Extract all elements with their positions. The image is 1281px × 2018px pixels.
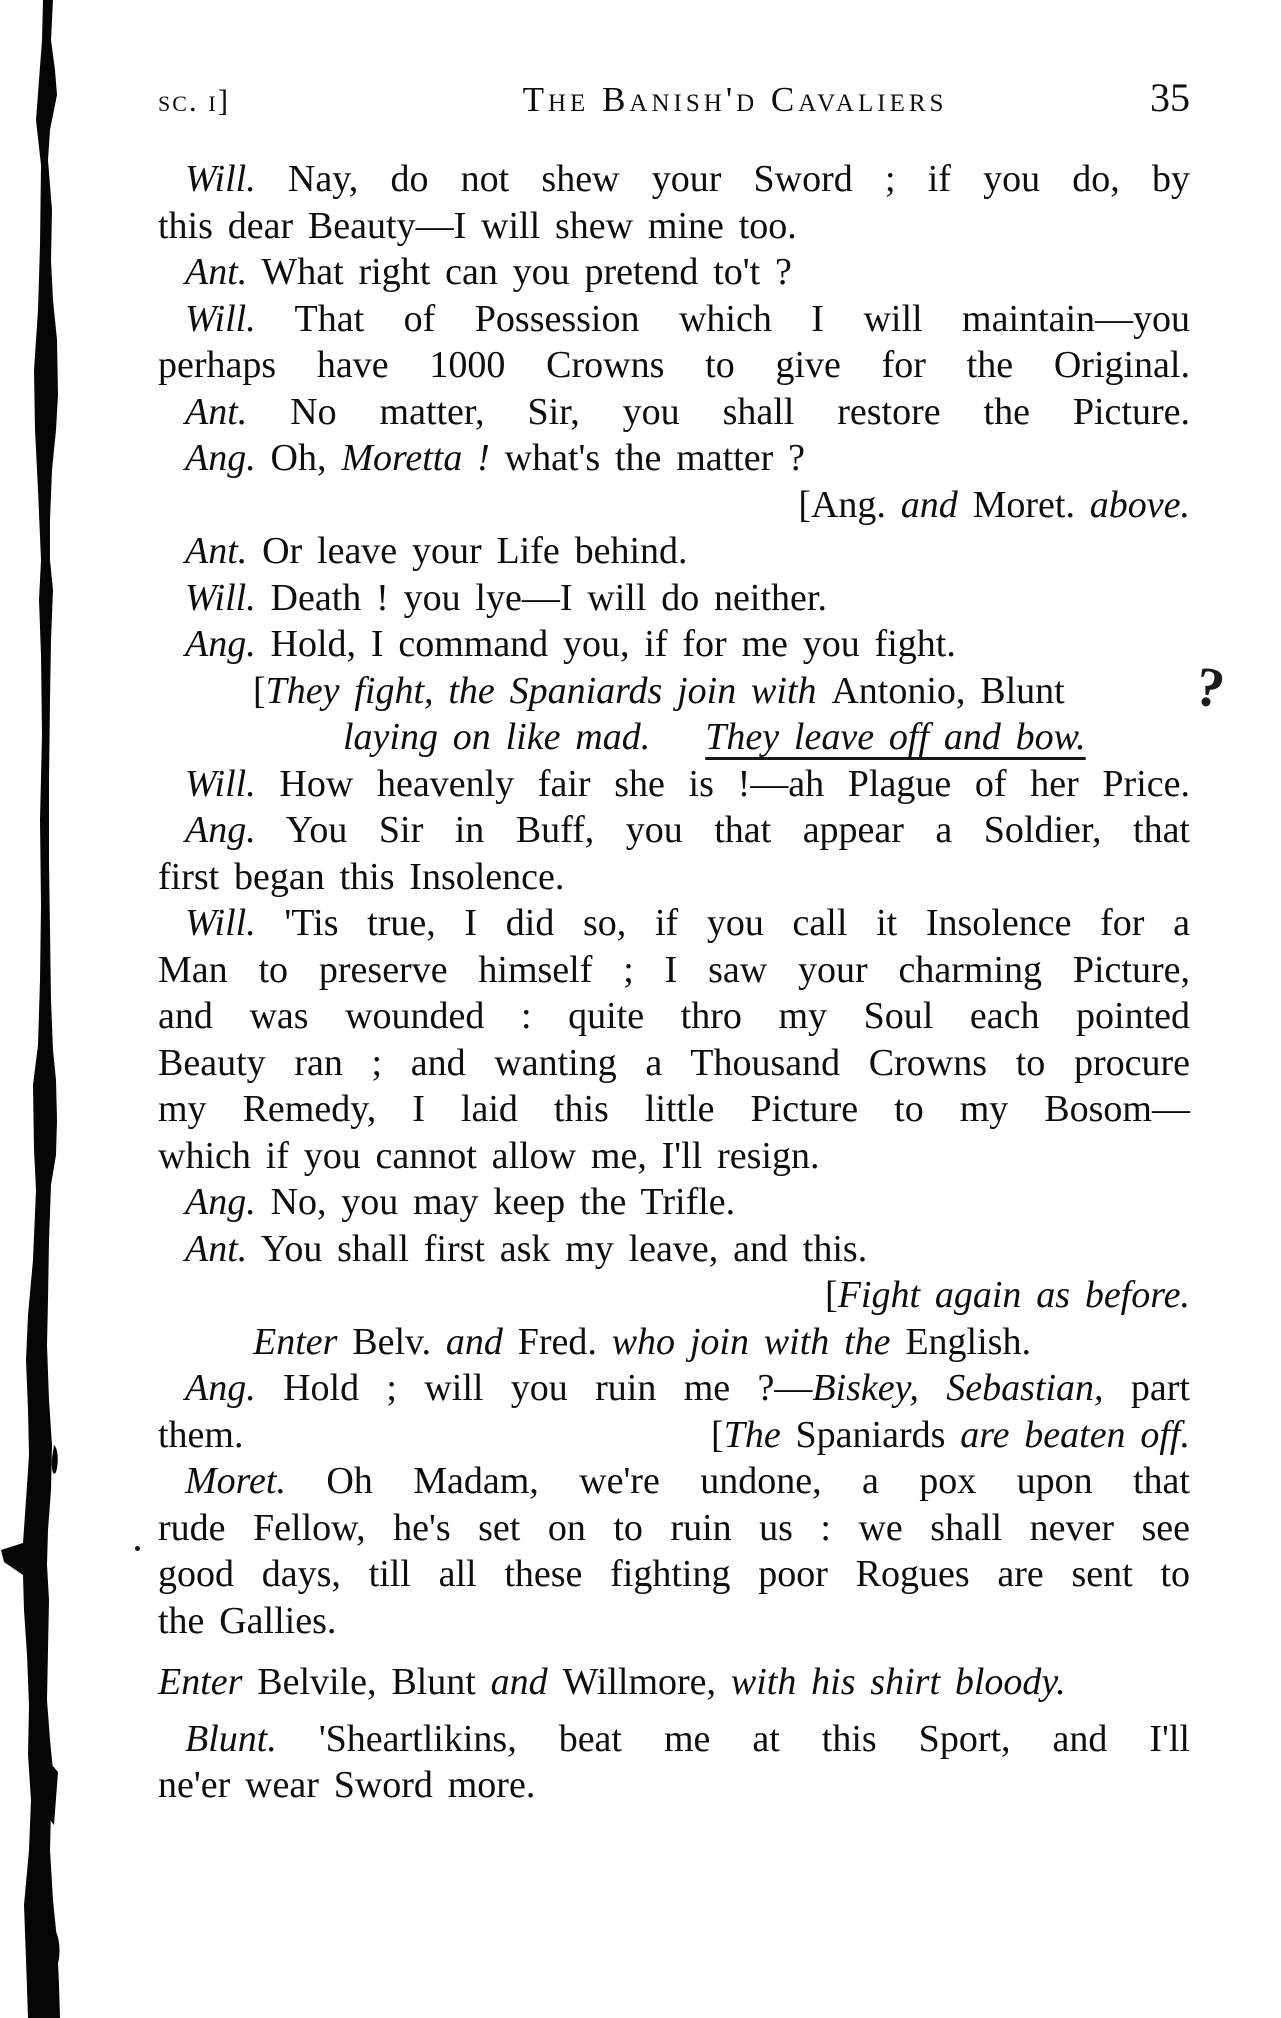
text-line bbox=[158, 575, 1190, 622]
running-header bbox=[158, 74, 1190, 121]
page-number: 35 bbox=[1150, 75, 1190, 120]
text-line bbox=[158, 435, 1190, 482]
text-segment: and bbox=[900, 483, 973, 526]
text-line bbox=[158, 389, 1190, 436]
text-segment: Fred. bbox=[517, 1320, 612, 1363]
text-segment: and bbox=[445, 1320, 518, 1363]
text-line bbox=[158, 156, 1190, 203]
text-line bbox=[158, 761, 1190, 808]
text-segment: Moretta ! bbox=[341, 437, 490, 479]
stage-direction bbox=[711, 1412, 1190, 1459]
text-segment: Ant. bbox=[185, 390, 248, 433]
text-line bbox=[158, 342, 1190, 389]
text-segment: Blunt. bbox=[185, 1717, 277, 1760]
text-segment: Ant. bbox=[185, 1227, 248, 1270]
text-segment: [ bbox=[825, 1274, 838, 1316]
text-block bbox=[158, 156, 1190, 1809]
text-segment: good days, till all these fighting poor Rogues are sent to bbox=[158, 1553, 1190, 1595]
text-segment: Enter bbox=[253, 1320, 353, 1363]
text-segment: Ang. bbox=[185, 809, 256, 851]
underlined-phrase: They leave off and bow. bbox=[705, 716, 1086, 758]
text-line bbox=[158, 296, 1190, 343]
text-segment: Hold ; will you ruin me ?— bbox=[255, 1367, 813, 1409]
text-segment: Ang. bbox=[185, 1181, 256, 1223]
text-segment: Ang. bbox=[185, 437, 256, 479]
text-segment: Ant. bbox=[185, 251, 248, 293]
text-segment: Will. bbox=[185, 576, 256, 619]
text-segment: The bbox=[723, 1413, 796, 1456]
text-segment: [Ang. bbox=[798, 483, 901, 526]
text-line bbox=[158, 1179, 1190, 1226]
text-segment: with his shirt bloody. bbox=[730, 1661, 1066, 1703]
text-segment: Oh Madam, we're undone, a pox upon that bbox=[285, 1460, 1190, 1502]
text-line bbox=[158, 1762, 1190, 1809]
text-line bbox=[158, 1133, 1190, 1180]
text-segment: How heavenly fair she is !—ah Plague of her Price. bbox=[255, 762, 1190, 805]
text-segment: Ang. bbox=[185, 623, 256, 665]
text-segment: Moret. bbox=[972, 483, 1090, 526]
text-line bbox=[158, 528, 1190, 575]
text-segment: perhaps have 1000 Crowns to give for the Original. bbox=[158, 344, 1190, 386]
text-line bbox=[158, 1716, 1190, 1763]
text-segment: first began this Insolence. bbox=[158, 855, 565, 898]
text-line bbox=[158, 621, 1190, 668]
text-segment: Hold, I command you, if for me you fight. bbox=[255, 623, 956, 665]
text-segment: [ bbox=[711, 1413, 724, 1456]
text-segment: Ant. bbox=[185, 530, 248, 572]
margin-question-annotation: ? bbox=[1191, 655, 1229, 721]
text-line bbox=[158, 1412, 1190, 1459]
text-line bbox=[158, 1365, 1190, 1412]
text-segment: No matter, Sir, you shall restore the Picture. bbox=[247, 390, 1190, 433]
text-segment: Belvile, Blunt bbox=[257, 1661, 491, 1703]
text-segment: What right can you pretend to't ? bbox=[247, 251, 792, 293]
text-segment: laying on like mad. bbox=[343, 716, 651, 758]
text-segment: Oh, bbox=[255, 437, 342, 479]
text-segment: Enter bbox=[158, 1661, 258, 1703]
text-segment: Biskey, Sebastian, bbox=[812, 1367, 1104, 1409]
text-segment: [ bbox=[253, 669, 266, 712]
text-line bbox=[158, 900, 1190, 947]
binding-gutter-strip bbox=[0, 0, 140, 2018]
text-segment: Or leave your Life behind. bbox=[247, 530, 688, 572]
text-line bbox=[158, 249, 1190, 296]
text-segment: Will. bbox=[185, 158, 256, 200]
text-segment: part bbox=[1103, 1367, 1190, 1409]
text-segment-group bbox=[158, 1412, 243, 1459]
text-segment: Will. bbox=[185, 902, 256, 944]
text-segment: No, you may keep the Trifle. bbox=[255, 1181, 736, 1223]
text-segment: Will. bbox=[185, 762, 256, 805]
text-line bbox=[158, 1272, 1190, 1319]
text-segment: them. bbox=[158, 1413, 244, 1456]
text-segment: and was wounded : quite thro my Soul each pointed bbox=[158, 995, 1190, 1037]
text-line bbox=[158, 1086, 1190, 1133]
text-segment: Will. bbox=[185, 297, 256, 340]
text-segment: who join with the bbox=[611, 1320, 906, 1363]
text-segment: Antonio, Blunt bbox=[831, 669, 1065, 712]
text-segment: the Gallies. bbox=[158, 1599, 337, 1642]
text-segment: Nay, do not shew your Sword ; if you do, by bbox=[255, 158, 1190, 200]
stray-ink-dot bbox=[135, 1546, 140, 1551]
text-line bbox=[158, 203, 1190, 250]
text-segment: Belv. bbox=[352, 1320, 446, 1363]
page-title: The Banish'd Cavaliers bbox=[522, 80, 948, 119]
text-segment: They fight, the Spaniards join with bbox=[265, 669, 832, 712]
text-line bbox=[158, 1319, 1190, 1366]
text-segment: Beauty ran ; and wanting a Thousand Crowns to procure bbox=[158, 1041, 1190, 1084]
text-line bbox=[158, 1040, 1190, 1087]
text-segment: Death ! you lye—I will do neither. bbox=[255, 576, 827, 619]
text-segment: above. bbox=[1089, 483, 1190, 526]
text-line bbox=[158, 947, 1190, 994]
text-line bbox=[158, 1659, 1190, 1706]
text-segment: Fight again as before. bbox=[837, 1274, 1190, 1316]
text-line bbox=[158, 1458, 1190, 1505]
text-segment: You Sir in Buff, you that appear a Soldier, that bbox=[255, 809, 1190, 851]
text-segment: this dear Beauty—I will shew mine too. bbox=[158, 204, 797, 247]
text-line bbox=[158, 1598, 1190, 1645]
text-segment: Spaniards bbox=[795, 1413, 961, 1456]
text-segment: 'Sheartlikins, beat me at this Sport, and I'll bbox=[276, 1717, 1190, 1760]
text-segment: and bbox=[490, 1661, 563, 1703]
text-line bbox=[158, 993, 1190, 1040]
text-segment: Ang. bbox=[185, 1367, 256, 1409]
text-segment: That of Possession which I will maintain—you bbox=[255, 297, 1190, 340]
text-line bbox=[158, 482, 1190, 529]
text-line bbox=[158, 1226, 1190, 1273]
text-segment: 'Tis true, I did so, if you call it Insolence for a bbox=[255, 902, 1190, 944]
text-segment: English. bbox=[905, 1320, 1031, 1363]
text-line bbox=[158, 668, 1190, 715]
scene-label: sc. i] bbox=[158, 83, 231, 118]
text-segment: rude Fellow, he's set on to ruin us : we shall never see bbox=[158, 1506, 1190, 1549]
text-segment: Willmore, bbox=[562, 1661, 731, 1703]
text-segment: ne'er wear Sword more. bbox=[158, 1764, 536, 1806]
text-segment: Moret. bbox=[185, 1460, 286, 1502]
text-line bbox=[158, 1551, 1190, 1598]
text-segment: Man to preserve himself ; I saw your charming Picture, bbox=[158, 948, 1190, 991]
text-line bbox=[158, 854, 1190, 901]
text-line bbox=[158, 807, 1190, 854]
text-segment: my Remedy, I laid this little Picture to my Bosom— bbox=[158, 1088, 1190, 1130]
text-segment: what's the matter ? bbox=[489, 437, 805, 479]
text-segment: which if you cannot allow me, I'll resign. bbox=[158, 1134, 820, 1177]
text-line bbox=[158, 1505, 1190, 1552]
text-line bbox=[158, 714, 1190, 761]
text-segment: are beaten off. bbox=[960, 1413, 1190, 1456]
text-segment: You shall first ask my leave, and this. bbox=[247, 1227, 868, 1270]
